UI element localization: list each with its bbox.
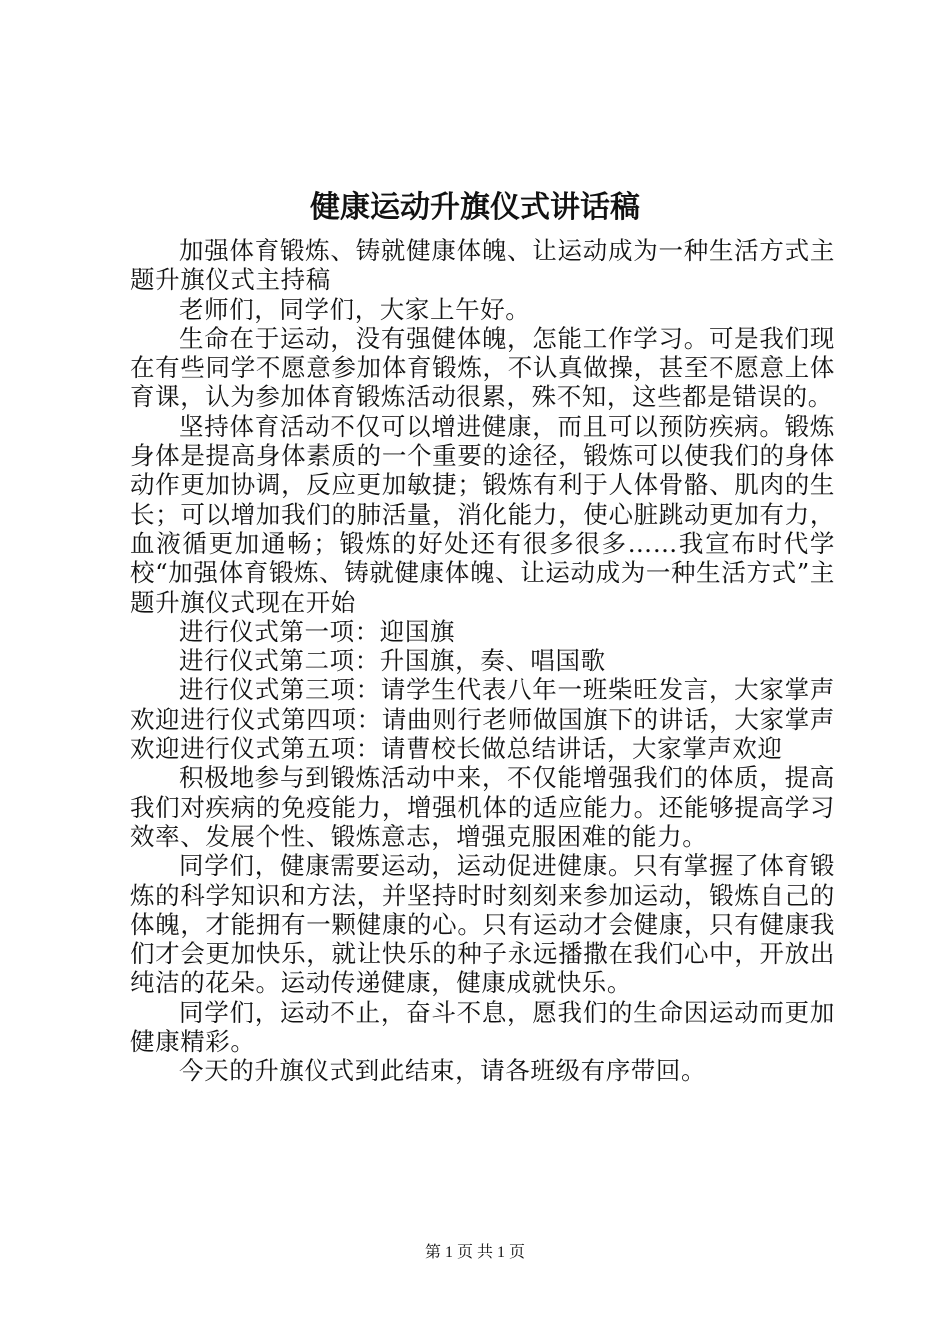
document-title: 健康运动升旗仪式讲话稿 bbox=[310, 190, 640, 225]
paragraph-closing: 今天的升旗仪式到此结束，请各班级有序带回。 bbox=[179, 1056, 707, 1086]
paragraph-step-two: 进行仪式第二项：升国旗，奏、唱国歌 bbox=[179, 646, 606, 676]
paragraph-health: 同学们，健康需要运动，运动促进健康。只有掌握了体育锻炼的科学知识和方法，并坚持时时刻刻来参加运动，锻炼自己的体魄，才能拥有一颗健康的心。只有运动才会健康，只有健康我们才会更加快乐，就让快乐的种子永远播撒在我们心中，开放出纯洁的花朵。运动传递健康，健康成就快乐。 bbox=[130, 851, 835, 998]
document-body bbox=[130, 236, 835, 1086]
paragraph-intro: 生命在于运动，没有强健体魄，怎能工作学习。可是我们现在有些同学不愿意参加体育锻炼，不认真做操，甚至不愿意上体育课，认为参加体育锻炼活动很累，殊不知，这些都是错误的。 bbox=[130, 323, 835, 412]
paragraph-step-three-to-five: 进行仪式第三项：请学生代表八年一班柴旺发言，大家掌声欢迎进行仪式第四项：请曲则行老师做国旗下的讲话，大家掌声欢迎进行仪式第五项：请曹校长做总结讲话，大家掌声欢迎 bbox=[130, 675, 835, 764]
paragraph-subtitle: 加强体育锻炼、铸就健康体魄、让运动成为一种生活方式主题升旗仪式主持稿 bbox=[130, 236, 835, 295]
paragraph-benefits: 坚持体育活动不仅可以增进健康，而且可以预防疾病。锻炼身体是提高身体素质的一个重要的途径，锻炼可以使我们的身体动作更加协调，反应更加敏捷；锻炼有利于人体骨骼、肌肉的生长；可以增加我们的肺活量，消化能力，使心脏跳动更加有力，血液循更加通畅；锻炼的好处还有很多很多……我宣布时代学校“加强体育锻炼、铸就健康体魄、让运动成为一种生活方式”主题升旗仪式现在开始 bbox=[130, 411, 835, 617]
page-footer: 第 1 页 共 1 页 bbox=[424, 1244, 525, 1261]
paragraph-step-one: 进行仪式第一项：迎国旗 bbox=[179, 616, 456, 646]
paragraph-wish: 同学们，运动不止，奋斗不息，愿我们的生命因运动而更加健康精彩。 bbox=[130, 997, 835, 1057]
paragraph-participation: 积极地参与到锻炼活动中来，不仅能增强我们的体质，提高我们对疾病的免疫能力，增强机体的适应能力。还能够提高学习效率、发展个性、锻炼意志，增强克服困难的能力。 bbox=[130, 763, 835, 851]
paragraph-greeting: 老师们，同学们，大家上午好。 bbox=[179, 294, 531, 324]
